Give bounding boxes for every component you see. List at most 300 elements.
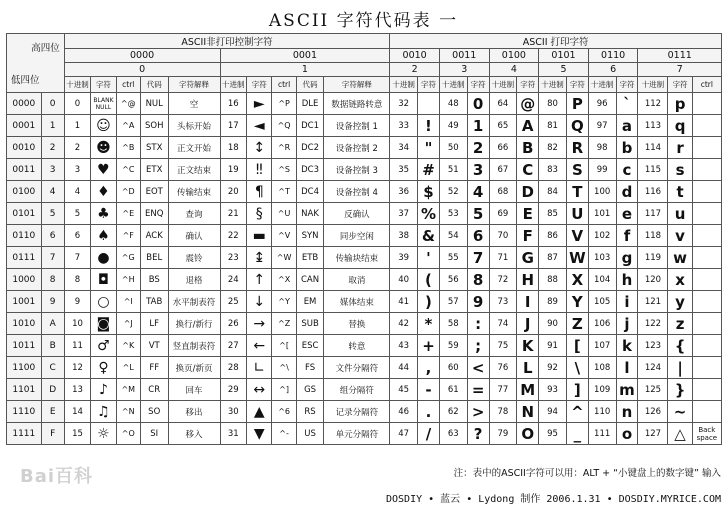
row-low-hex: 5 — [41, 203, 64, 225]
decimal-value: 108 — [588, 357, 616, 379]
row-low-hex: 9 — [41, 291, 64, 313]
printable-char: ^ — [566, 401, 588, 423]
ctrl-key: ^M — [116, 379, 140, 401]
printable-char: w — [668, 247, 692, 269]
high-bits-1: 0001 — [220, 49, 390, 63]
decimal-value: 69 — [489, 203, 517, 225]
decimal-value: 68 — [489, 181, 517, 203]
char-meaning: 传输结束 — [168, 181, 220, 203]
decimal-value: 78 — [489, 401, 517, 423]
high-hex-3: 3 — [439, 63, 489, 77]
decimal-value: 19 — [220, 159, 247, 181]
control-code: BEL — [140, 247, 168, 269]
ctrl-key: ^X — [272, 269, 296, 291]
char-meaning: 替换 — [324, 313, 390, 335]
decimal-value: 28 — [220, 357, 247, 379]
ctrl-key: ^B — [116, 137, 140, 159]
decimal-value: 60 — [439, 357, 467, 379]
decimal-value: 80 — [539, 93, 567, 115]
decimal-value: 37 — [390, 203, 418, 225]
row-low-hex: D — [41, 379, 64, 401]
printable-char: e — [616, 203, 638, 225]
ctrl-key: ^N — [116, 401, 140, 423]
ctrl-key: ^O — [116, 423, 140, 445]
printable-char: 2 — [467, 137, 489, 159]
printable-char: | — [668, 357, 692, 379]
char-meaning: 媒体结束 — [324, 291, 390, 313]
decimal-value: 57 — [439, 291, 467, 313]
ctrl-key: ^Z — [272, 313, 296, 335]
control-glyph: ♥ — [91, 159, 116, 181]
row-low-hex: E — [41, 401, 64, 423]
row-low-bits: 1001 — [7, 291, 42, 313]
printable-char: A — [517, 115, 539, 137]
printable-char: 3 — [467, 159, 489, 181]
ctrl-key: ^- — [272, 423, 296, 445]
decimal-value: 79 — [489, 423, 517, 445]
decimal-value: 118 — [638, 225, 668, 247]
printable-group-header: ASCII 打印字符 — [390, 34, 722, 49]
ctrl-key — [692, 159, 721, 181]
control-code: RS — [296, 401, 324, 423]
ctrl-key: ^T — [272, 181, 296, 203]
table-row — [7, 115, 722, 137]
decimal-value: 40 — [390, 269, 418, 291]
printable-char: 5 — [467, 203, 489, 225]
decimal-value: 103 — [588, 247, 616, 269]
control-glyph: ♦ — [91, 181, 116, 203]
control-code: ETX — [140, 159, 168, 181]
table-row — [7, 423, 722, 445]
char-meaning: 同步空闲 — [324, 225, 390, 247]
high-bits-2: 0010 — [390, 49, 440, 63]
decimal-value: 81 — [539, 115, 567, 137]
char-meaning: 数据链路转意 — [324, 93, 390, 115]
char-meaning: 单元分隔符 — [324, 423, 390, 445]
decimal-value: 26 — [220, 313, 247, 335]
decimal-value: 29 — [220, 379, 247, 401]
col-char: 字符 — [517, 77, 539, 93]
printable-char: p — [668, 93, 692, 115]
ctrl-key — [692, 115, 721, 137]
control-code: SOH — [140, 115, 168, 137]
printable-char: } — [668, 379, 692, 401]
decimal-value: 92 — [539, 357, 567, 379]
printable-char: ? — [467, 423, 489, 445]
high-bits-0: 0000 — [64, 49, 220, 63]
table-row — [7, 291, 722, 313]
printable-char — [418, 93, 440, 115]
decimal-value: 100 — [588, 181, 616, 203]
decimal-value: 109 — [588, 379, 616, 401]
ctrl-key: ^F — [116, 225, 140, 247]
decimal-value: 59 — [439, 335, 467, 357]
decimal-value: 11 — [64, 335, 91, 357]
high-bits-6: 0110 — [588, 49, 638, 63]
high-hex-1: 1 — [220, 63, 390, 77]
control-glyph: ↔ — [247, 379, 272, 401]
decimal-value: 33 — [390, 115, 418, 137]
ctrl-key — [692, 203, 721, 225]
row-low-bits: 0101 — [7, 203, 42, 225]
control-code: VT — [140, 335, 168, 357]
decimal-value: 75 — [489, 335, 517, 357]
table-row — [7, 247, 722, 269]
decimal-value: 0 — [64, 93, 91, 115]
row-low-bits: 0100 — [7, 181, 42, 203]
ctrl-key: ^W — [272, 247, 296, 269]
ascii-table — [6, 33, 722, 445]
control-glyph: ▬ — [247, 225, 272, 247]
printable-char: . — [418, 401, 440, 423]
printable-char: o — [616, 423, 638, 445]
table-row — [7, 203, 722, 225]
row-low-hex: 3 — [41, 159, 64, 181]
col-char: 字符 — [668, 77, 692, 93]
printable-char: K — [517, 335, 539, 357]
ctrl-key: ^[ — [272, 335, 296, 357]
char-meaning: 传输块结束 — [324, 247, 390, 269]
header-corner — [7, 34, 65, 93]
printable-char: ~ — [668, 401, 692, 423]
control-code: ACK — [140, 225, 168, 247]
decimal-value: 36 — [390, 181, 418, 203]
printable-char: @ — [517, 93, 539, 115]
printable-char: H — [517, 269, 539, 291]
low-bits-label: 低四位 — [11, 75, 40, 86]
printable-char: / — [418, 423, 440, 445]
printable-char: { — [668, 335, 692, 357]
high-hex-0: 0 — [64, 63, 220, 77]
control-glyph: ☻ — [91, 137, 116, 159]
printable-char: + — [418, 335, 440, 357]
ctrl-key: ^H — [116, 269, 140, 291]
char-meaning: 取消 — [324, 269, 390, 291]
printable-char: △ — [668, 423, 692, 445]
printable-char: i — [616, 291, 638, 313]
decimal-value: 58 — [439, 313, 467, 335]
printable-char: 9 — [467, 291, 489, 313]
row-low-hex: F — [41, 423, 64, 445]
col-char: 字符 — [467, 77, 489, 93]
ctrl-key: ^K — [116, 335, 140, 357]
decimal-value: 89 — [539, 291, 567, 313]
printable-char: \ — [566, 357, 588, 379]
decimal-value: 121 — [638, 291, 668, 313]
ctrl-key: ^I — [116, 291, 140, 313]
decimal-value: 25 — [220, 291, 247, 313]
decimal-value: 93 — [539, 379, 567, 401]
row-low-hex: B — [41, 335, 64, 357]
control-glyph: ‼ — [247, 159, 272, 181]
decimal-value: 65 — [489, 115, 517, 137]
control-code: TAB — [140, 291, 168, 313]
printable-char: F — [517, 225, 539, 247]
control-glyph: ◙ — [91, 313, 116, 335]
printable-char: y — [668, 291, 692, 313]
decimal-value: 48 — [439, 93, 467, 115]
table-row — [7, 379, 722, 401]
printable-char: G — [517, 247, 539, 269]
decimal-value: 8 — [64, 269, 91, 291]
ctrl-key: ^U — [272, 203, 296, 225]
printable-char: R — [566, 137, 588, 159]
ctrl-key: ^C — [116, 159, 140, 181]
control-code: FS — [296, 357, 324, 379]
input-note: 注：表中的ASCII字符可以用：ALT + “小键盘上的数字键” 输入 — [453, 468, 721, 479]
printable-char: S — [566, 159, 588, 181]
printable-char: t — [668, 181, 692, 203]
col-dec: 十进制 — [390, 77, 418, 93]
decimal-value: 13 — [64, 379, 91, 401]
printable-char: J — [517, 313, 539, 335]
row-low-hex: C — [41, 357, 64, 379]
printable-char: k — [616, 335, 638, 357]
control-glyph: ♫ — [91, 401, 116, 423]
printable-char: M — [517, 379, 539, 401]
char-meaning: 查询 — [168, 203, 220, 225]
col-char: 字符 — [566, 77, 588, 93]
row-low-bits: 0011 — [7, 159, 42, 181]
char-meaning: 退格 — [168, 269, 220, 291]
decimal-value: 15 — [64, 423, 91, 445]
control-glyph: ► — [247, 93, 272, 115]
row-low-hex: 4 — [41, 181, 64, 203]
ctrl-key: ^S — [272, 159, 296, 181]
control-code: NUL — [140, 93, 168, 115]
printable-char: ) — [418, 291, 440, 313]
printable-char: x — [668, 269, 692, 291]
decimal-value: 18 — [220, 137, 247, 159]
printable-char: ' — [418, 247, 440, 269]
decimal-value: 107 — [588, 335, 616, 357]
decimal-value: 67 — [489, 159, 517, 181]
decimal-value: 14 — [64, 401, 91, 423]
ctrl-key — [692, 313, 721, 335]
decimal-value: 82 — [539, 137, 567, 159]
decimal-value: 52 — [439, 181, 467, 203]
ctrl-key — [692, 137, 721, 159]
control-code: DC2 — [296, 137, 324, 159]
printable-char: _ — [566, 423, 588, 445]
control-glyph: ☼ — [91, 423, 116, 445]
decimal-value: 90 — [539, 313, 567, 335]
char-meaning: 回车 — [168, 379, 220, 401]
ctrl-key — [692, 379, 721, 401]
control-glyph: ♣ — [91, 203, 116, 225]
printable-char: 7 — [467, 247, 489, 269]
control-glyph: ♠ — [91, 225, 116, 247]
decimal-value: 91 — [539, 335, 567, 357]
decimal-value: 95 — [539, 423, 567, 445]
ctrl-key: ^P — [272, 93, 296, 115]
printable-char: $ — [418, 181, 440, 203]
printable-char: 1 — [467, 115, 489, 137]
printable-char: # — [418, 159, 440, 181]
decimal-value: 51 — [439, 159, 467, 181]
ctrl-key: ^R — [272, 137, 296, 159]
printable-char: O — [517, 423, 539, 445]
decimal-value: 114 — [638, 137, 668, 159]
decimal-value: 76 — [489, 357, 517, 379]
table-row — [7, 401, 722, 423]
control-code: DC4 — [296, 181, 324, 203]
control-code: ESC — [296, 335, 324, 357]
table-row — [7, 335, 722, 357]
decimal-value: 116 — [638, 181, 668, 203]
table-row — [7, 93, 722, 115]
row-low-bits: 1010 — [7, 313, 42, 335]
table-row — [7, 159, 722, 181]
char-meaning: 头标开始 — [168, 115, 220, 137]
decimal-value: 1 — [64, 115, 91, 137]
control-glyph: ↕ — [247, 137, 272, 159]
ctrl-key — [692, 225, 721, 247]
printable-char: ! — [418, 115, 440, 137]
col-ctrl: ctrl — [692, 77, 721, 93]
control-code: CR — [140, 379, 168, 401]
col-dec: 十进制 — [220, 77, 247, 93]
decimal-value: 6 — [64, 225, 91, 247]
row-low-hex: 1 — [41, 115, 64, 137]
printable-char: q — [668, 115, 692, 137]
decimal-value: 62 — [439, 401, 467, 423]
char-meaning: 反确认 — [324, 203, 390, 225]
char-meaning: 转意 — [324, 335, 390, 357]
char-meaning: 竖直制表符 — [168, 335, 220, 357]
ctrl-key: ^J — [116, 313, 140, 335]
control-glyph: ↨ — [247, 247, 272, 269]
printable-char: ] — [566, 379, 588, 401]
printable-char: [ — [566, 335, 588, 357]
ctrl-key: ^Q — [272, 115, 296, 137]
decimal-value: 44 — [390, 357, 418, 379]
col-char: 字符 — [616, 77, 638, 93]
decimal-value: 54 — [439, 225, 467, 247]
printable-char: = — [467, 379, 489, 401]
control-code: CAN — [296, 269, 324, 291]
row-low-hex: 8 — [41, 269, 64, 291]
decimal-value: 35 — [390, 159, 418, 181]
printable-char: d — [616, 181, 638, 203]
control-glyph: → — [247, 313, 272, 335]
decimal-value: 39 — [390, 247, 418, 269]
control-code: SUB — [296, 313, 324, 335]
char-meaning: 文件分隔符 — [324, 357, 390, 379]
decimal-value: 119 — [638, 247, 668, 269]
table-row — [7, 137, 722, 159]
page-title: ASCII 字符代码表 一 — [268, 11, 459, 31]
high-hex-6: 6 — [588, 63, 638, 77]
col-dec: 十进制 — [539, 77, 567, 93]
ctrl-key — [692, 93, 721, 115]
decimal-value: 122 — [638, 313, 668, 335]
decimal-value: 43 — [390, 335, 418, 357]
control-glyph: ♪ — [91, 379, 116, 401]
col-dec: 十进制 — [64, 77, 91, 93]
decimal-value: 88 — [539, 269, 567, 291]
decimal-value: 94 — [539, 401, 567, 423]
decimal-value: 87 — [539, 247, 567, 269]
decimal-value: 50 — [439, 137, 467, 159]
decimal-value: 125 — [638, 379, 668, 401]
control-glyph: ∟ — [247, 357, 272, 379]
decimal-value: 117 — [638, 203, 668, 225]
control-group-header: ASCII非打印控制字符 — [64, 34, 390, 49]
ctrl-key — [692, 247, 721, 269]
printable-char: j — [616, 313, 638, 335]
control-code: NAK — [296, 203, 324, 225]
ctrl-key: ^D — [116, 181, 140, 203]
decimal-value: 73 — [489, 291, 517, 313]
decimal-value: 23 — [220, 247, 247, 269]
decimal-value: 9 — [64, 291, 91, 313]
decimal-value: 104 — [588, 269, 616, 291]
printable-char: Y — [566, 291, 588, 313]
col-dec: 十进制 — [489, 77, 517, 93]
printable-char: " — [418, 137, 440, 159]
ctrl-key — [692, 357, 721, 379]
control-code: DC1 — [296, 115, 324, 137]
printable-char: ` — [616, 93, 638, 115]
printable-char: > — [467, 401, 489, 423]
decimal-value: 102 — [588, 225, 616, 247]
col-char: 字符 — [91, 77, 116, 93]
char-meaning: 换行/新行 — [168, 313, 220, 335]
decimal-value: 96 — [588, 93, 616, 115]
row-low-bits: 0000 — [7, 93, 42, 115]
printable-char: T — [566, 181, 588, 203]
control-glyph: ♀ — [91, 357, 116, 379]
ctrl-key: ^\ — [272, 357, 296, 379]
ctrl-key: ^E — [116, 203, 140, 225]
decimal-value: 5 — [64, 203, 91, 225]
watermark-logo: Bai百科 — [20, 466, 94, 487]
char-meaning: 设备控制 2 — [324, 137, 390, 159]
decimal-value: 74 — [489, 313, 517, 335]
decimal-value: 4 — [64, 181, 91, 203]
control-glyph: ● — [91, 247, 116, 269]
decimal-value: 71 — [489, 247, 517, 269]
control-code: SI — [140, 423, 168, 445]
decimal-value: 72 — [489, 269, 517, 291]
printable-char: - — [418, 379, 440, 401]
row-low-hex: A — [41, 313, 64, 335]
decimal-value: 10 — [64, 313, 91, 335]
ctrl-key — [692, 291, 721, 313]
high-bits-7: 0111 — [638, 49, 722, 63]
row-low-bits: 1000 — [7, 269, 42, 291]
decimal-value: 112 — [638, 93, 668, 115]
decimal-value: 38 — [390, 225, 418, 247]
control-code: DC3 — [296, 159, 324, 181]
char-meaning: 设备控制 1 — [324, 115, 390, 137]
decimal-value: 113 — [638, 115, 668, 137]
char-meaning: 设备控制 4 — [324, 181, 390, 203]
char-meaning: 确认 — [168, 225, 220, 247]
control-code: BS — [140, 269, 168, 291]
control-code: SYN — [296, 225, 324, 247]
table-row — [7, 269, 722, 291]
decimal-value: 12 — [64, 357, 91, 379]
control-glyph: ◄ — [247, 115, 272, 137]
control-code: ETB — [296, 247, 324, 269]
row-low-bits: 0001 — [7, 115, 42, 137]
row-low-bits: 1011 — [7, 335, 42, 357]
control-glyph: BLANK NULL — [91, 93, 116, 115]
control-code: FF — [140, 357, 168, 379]
high-hex-4: 4 — [489, 63, 539, 77]
